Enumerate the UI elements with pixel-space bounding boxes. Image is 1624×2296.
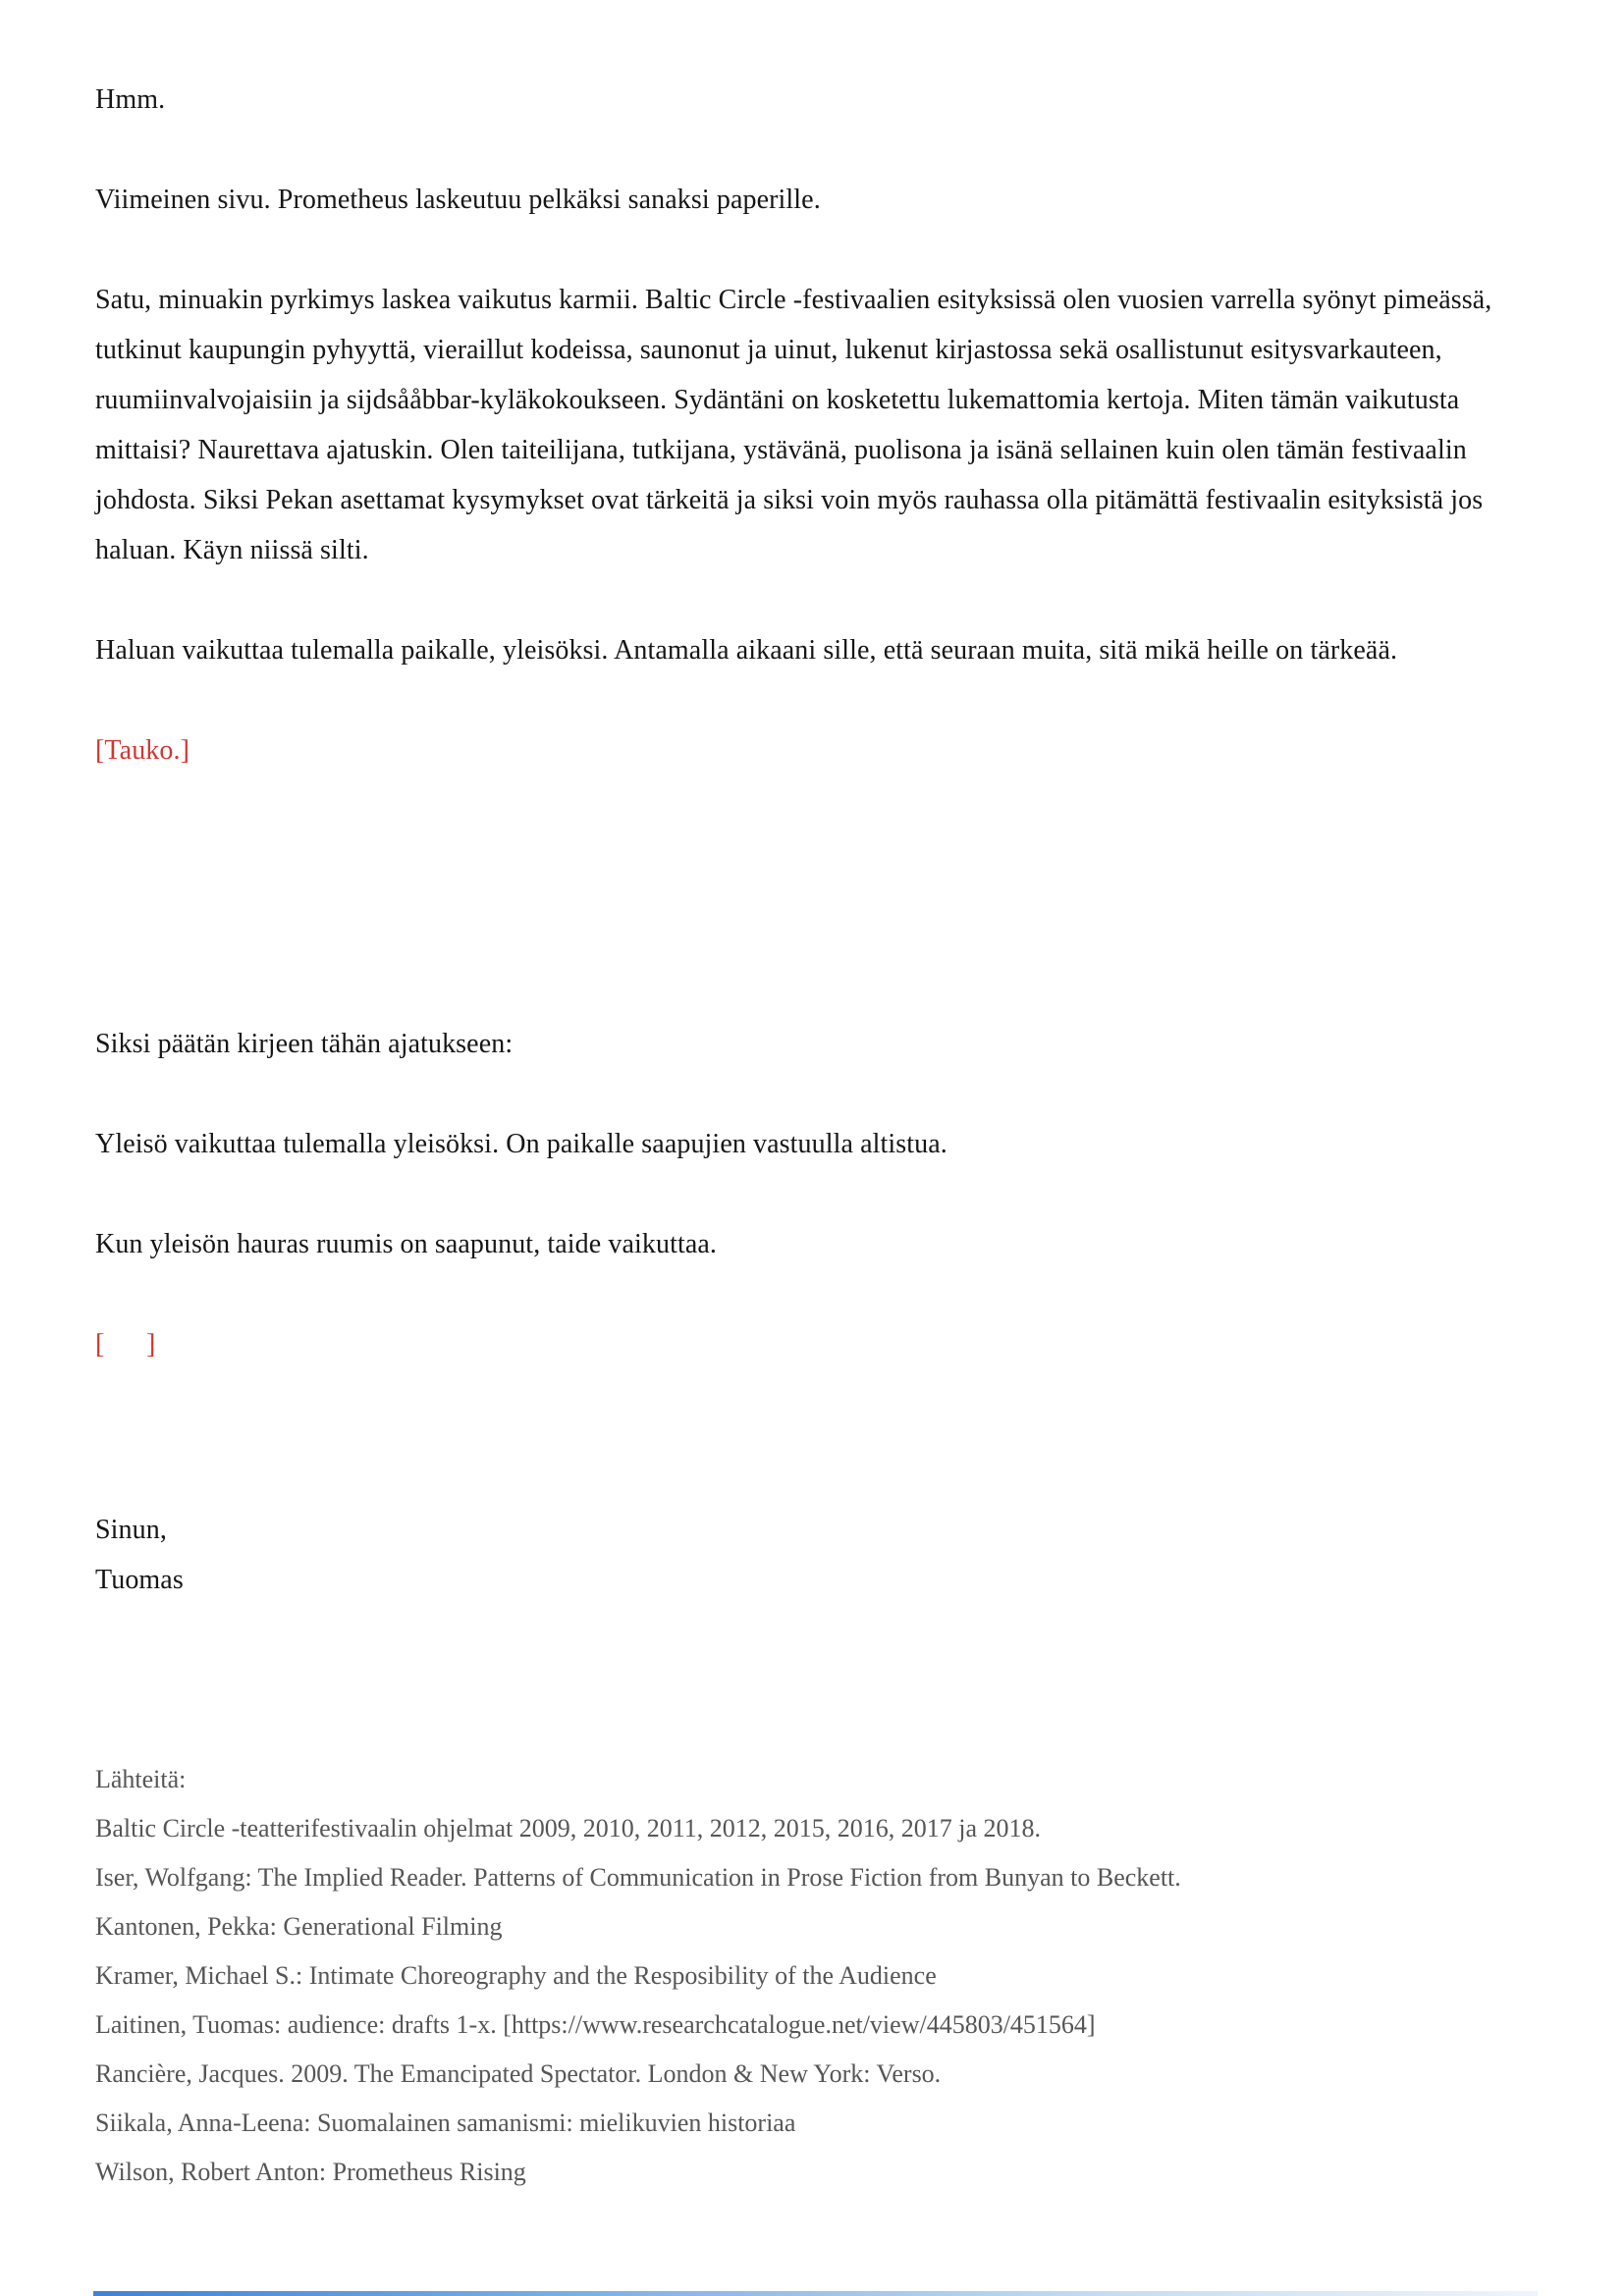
letter-paragraph: Haluan vaikuttaa tulemalla paikalle, yleisöksi. Antamalla aikaani sille, että seuraan muita, sitä mikä heille on tärkeää. xyxy=(95,635,1398,666)
closing-paragraph: Siksi päätän kirjeen tähän ajatukseen: xyxy=(95,1029,514,1059)
bottom-progress-line xyxy=(93,2291,1538,2296)
references-heading: Lähteitä: xyxy=(95,1765,187,1793)
pause-marker: [Tauko.] xyxy=(95,735,190,766)
reference-item: Rancière, Jacques. 2009. The Emancipated Spectator. London & New York: Verso. xyxy=(95,2059,942,2088)
reference-item: Siikala, Anna-Leena: Suomalainen samanismi: mielikuvien historiaa xyxy=(95,2109,796,2137)
letter-paragraph: Satu, minuakin pyrkimys laskea vaikutus karmii. Baltic Circle -festivaalien esityksissä olen vuosien varrella syönyt pimeässä, tutkinut kaupungin pyhyyttä, vieraillut kodeissa, saunonut ja uinut, lukenut kirjastossa sekä osallistunut esitysvarkauteen, ruumiinvalvojaisiin ja sijdsååbbar-kyläkokoukseen. Sydäntäni on kosketettu lukemattomia kertoja. Miten tämän vaikutusta mittaisi? Naurettava ajatuskin. Olen taiteilijana, tutkijana, ystävänä, puolisona ja isänä sellainen kuin olen tämän festivaalin johdosta. Siksi Pekan asettamat kysymykset ovat tärkeitä ja siksi voin myös rauhassa olla pitämättä festivaalin esityksistä jos haluan. Käyn niissä silti. xyxy=(95,285,1492,565)
empty-bracket-marker: [ ] xyxy=(95,1329,156,1360)
signoff-line: Tuomas xyxy=(95,1565,184,1595)
letter-paragraph: Viimeinen sivu. Prometheus laskeutuu pelkäksi sanaksi paperille. xyxy=(95,185,821,215)
reference-item: Baltic Circle -teatterifestivaalin ohjelmat 2009, 2010, 2011, 2012, 2015, 2016, 2017 ja 2018. xyxy=(95,1814,1042,1842)
reference-item: Kramer, Michael S.: Intimate Choreography and the Resposibility of the Audience xyxy=(95,1961,937,1990)
references-section xyxy=(95,1755,1531,2197)
reference-item: Laitinen, Tuomas: audience: drafts 1-x. [https://www.researchcatalogue.net/view/445803/451564] xyxy=(95,2010,1096,2039)
closing-paragraph: Yleisö vaikuttaa tulemalla yleisöksi. On paikalle saapujien vastuulla altistua. xyxy=(95,1129,947,1159)
closing-paragraph: Kun yleisön hauras ruumis on saapunut, taide vaikuttaa. xyxy=(95,1229,718,1259)
reference-item: Wilson, Robert Anton: Prometheus Rising xyxy=(95,2158,526,2186)
letter-paragraph: Hmm. xyxy=(95,84,166,115)
signoff-line: Sinun, xyxy=(95,1515,167,1545)
reference-item: Kantonen, Pekka: Generational Filming xyxy=(95,1912,503,1941)
signoff xyxy=(95,1505,1529,1605)
reference-item: Iser, Wolfgang: The Implied Reader. Patterns of Communication in Prose Fiction from Bunyan to Beckett. xyxy=(95,1863,1181,1892)
